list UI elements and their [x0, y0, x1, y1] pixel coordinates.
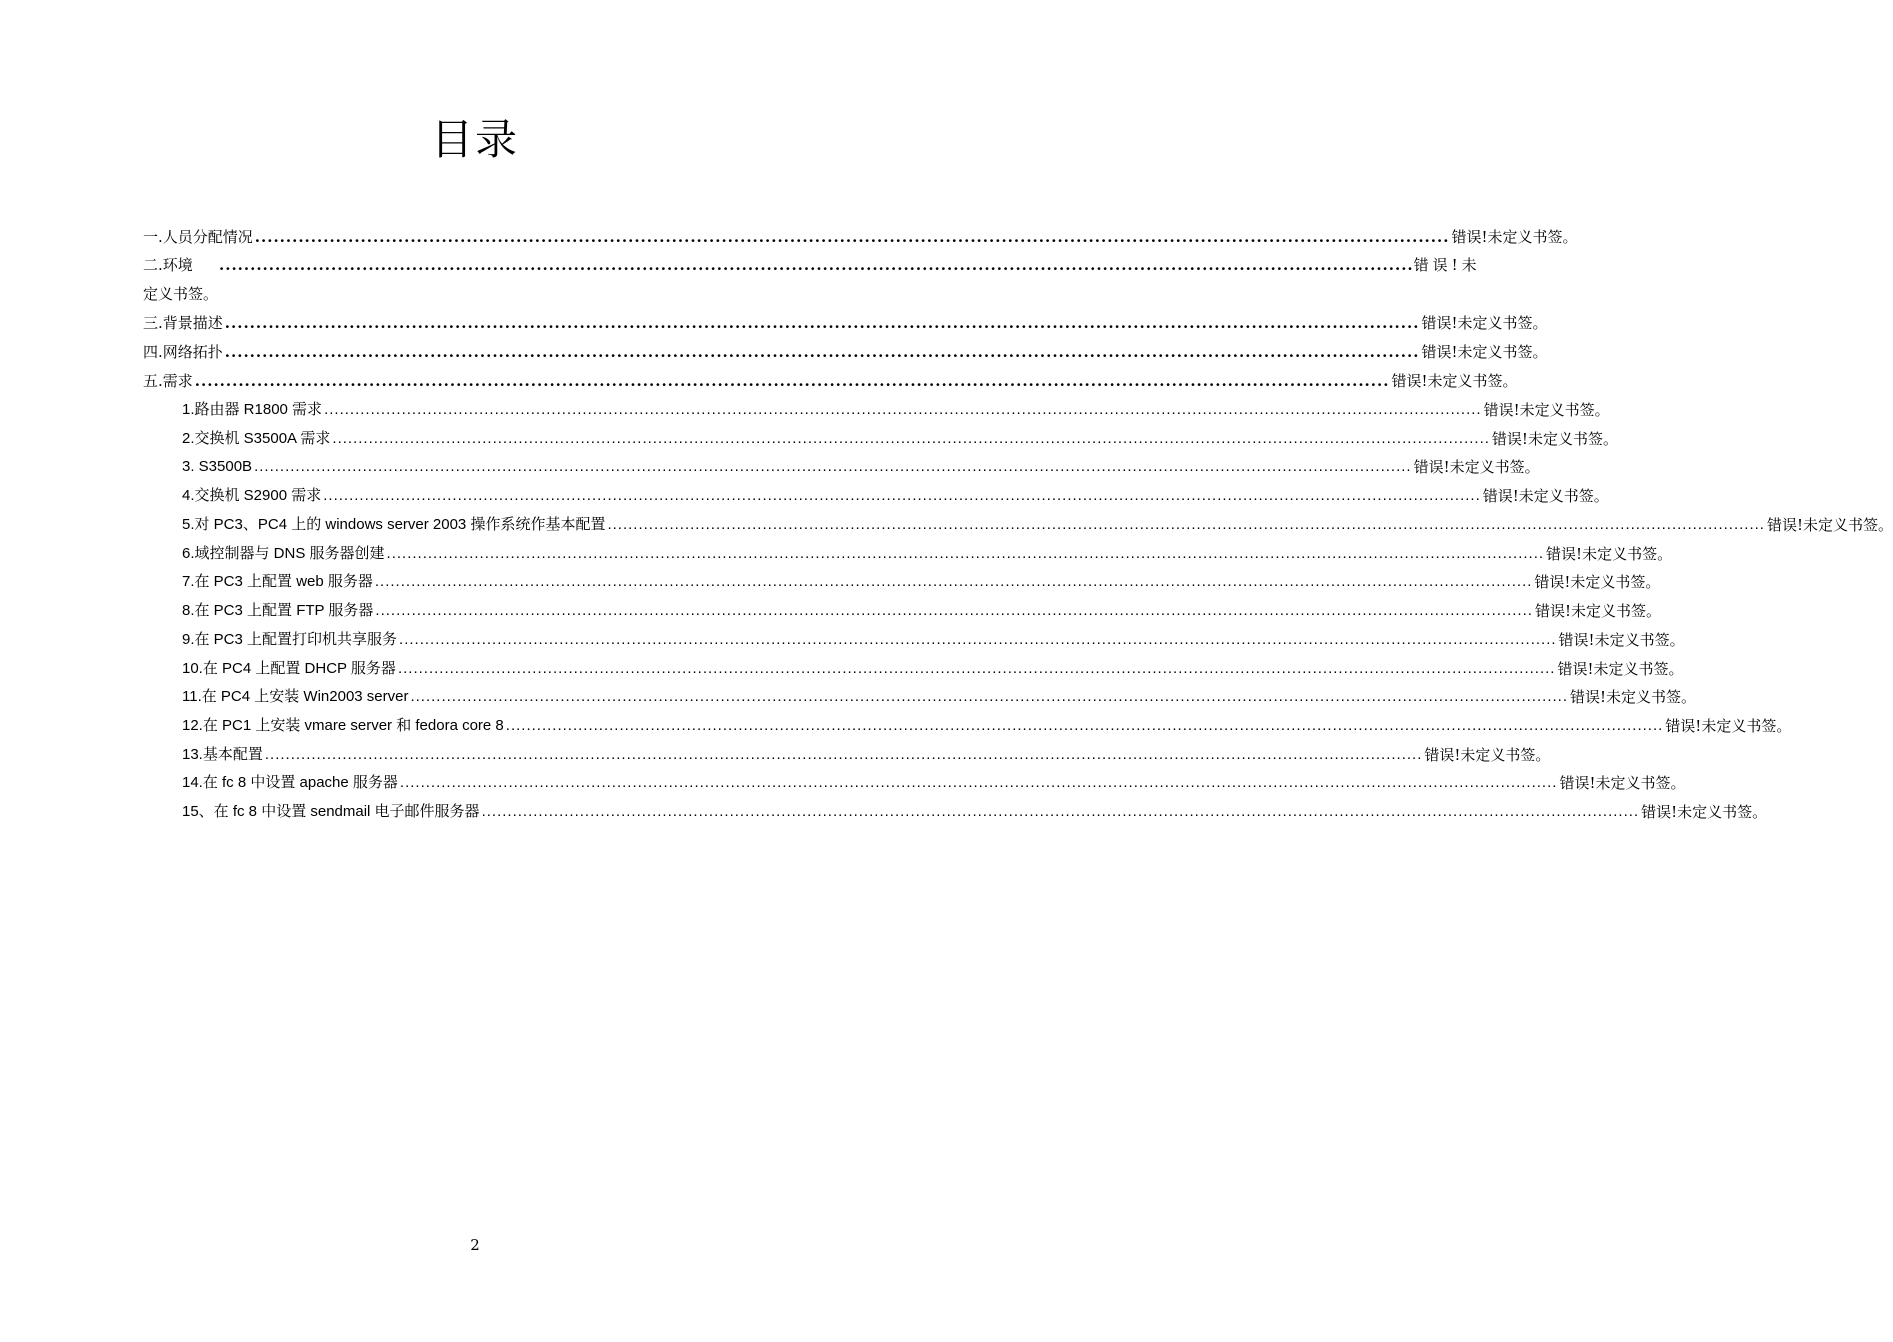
toc-entry-page: 错误!未定义书签。: [1546, 545, 1673, 563]
toc-entry-page: 错误!未定义书签。: [1421, 314, 1548, 332]
toc-entry-label: 三.背景描述: [143, 314, 223, 332]
dot-leader: ................................................................................................................................................................................................................................: [332, 430, 1490, 447]
dot-leader: ................................................................................................................................................................................................................................: [375, 602, 1533, 619]
toc-entry-label: 四.网络拓扑: [143, 343, 223, 361]
toc-entry-label: 12.在 PC1 上安装 vmare server 和 fedora core 8: [182, 717, 504, 734]
toc-entry-page: 错误!未定义书签。: [1451, 228, 1578, 246]
toc-entry-label: 13.基本配置: [182, 746, 263, 763]
dot-leader: ................................................................................................................................................................................................................................: [399, 774, 1558, 791]
toc-subentry[interactable]: [182, 621, 1685, 650]
dot-leader: ................................................................................................................................................................................................: [224, 314, 1420, 332]
toc-entry-2[interactable]: [143, 246, 1481, 275]
toc-subentry[interactable]: [182, 764, 1686, 793]
dot-leader: ................................................................................................................................................................................................: [254, 228, 1450, 246]
toc-entry-label: 8.在 PC3 上配置 FTP 服务器: [182, 602, 374, 619]
toc-entry-5[interactable]: [143, 362, 1518, 391]
toc-subentry[interactable]: [182, 650, 1684, 679]
dot-leader: ................................................................................................................................................................................................................................: [264, 746, 1423, 763]
dot-leader: ................................................................................................................................................................................................................................: [323, 487, 1481, 504]
dot-leader: ................................................................................................................................................................................................: [194, 372, 1390, 390]
toc-entry-label: 11.在 PC4 上安装 Win2003 server: [182, 688, 409, 705]
toc-entry-3[interactable]: [143, 304, 1548, 333]
toc-entry-page: 错误!未定义书签。: [1559, 774, 1686, 792]
toc-entry-label: 7.在 PC3 上配置 web 服务器: [182, 573, 373, 590]
toc-entry-label: 3. S3500B: [182, 458, 253, 475]
dot-leader: ................................................................................................................................................................................................................................: [481, 803, 1640, 820]
toc-entry-4[interactable]: [143, 333, 1548, 362]
toc-entry-label: 一.人员分配情况: [143, 228, 253, 246]
toc-subentry[interactable]: [182, 592, 1661, 621]
toc-entry-page: 错误!未定义书签。: [1491, 430, 1618, 448]
dot-leader: ................................................................................................................................................................................................................................: [386, 545, 1545, 562]
toc-entry-page: 错误!未定义书签。: [1641, 803, 1768, 821]
toc-entry-page: 错误!未定义书签。: [1413, 458, 1540, 476]
toc-entry-page: 错误!未定义书签。: [1424, 746, 1551, 764]
toc-entry-page: 错误!未定义书签。: [1766, 516, 1893, 534]
toc-entry-label: 五.需求: [143, 372, 193, 390]
toc-subentry[interactable]: [182, 420, 1618, 449]
toc-entry-page: 错误!未定义书签。: [1665, 717, 1792, 735]
toc-subentry[interactable]: [182, 563, 1661, 592]
toc-entry-1[interactable]: [143, 218, 1578, 247]
toc-subentry[interactable]: [182, 477, 1609, 506]
dot-leader: ................................................................................................................................................................................................: [224, 343, 1420, 361]
toc-entry-label: 14.在 fc 8 中设置 apache 服务器: [182, 774, 398, 791]
toc-subentry[interactable]: [182, 707, 1792, 736]
toc-subentry[interactable]: [182, 535, 1673, 564]
page-number: 2: [470, 1236, 480, 1254]
dot-leader: ................................................................................................................................................................................................................................: [374, 573, 1533, 590]
toc-entry-label: 15、在 fc 8 中设置 sendmail 电子邮件服务器: [182, 803, 480, 820]
page-title: 目录: [430, 115, 519, 164]
toc-subentry[interactable]: [182, 506, 1893, 535]
dot-leader: ................................................................................................................................................................................................: [219, 256, 1414, 274]
toc-subentry[interactable]: [182, 391, 1610, 420]
toc-entry-label: 9.在 PC3 上配置打印机共享服务: [182, 631, 398, 648]
dot-leader: ................................................................................................................................................................................................................................: [399, 631, 1557, 648]
toc-entry-label: 5.对 PC3、PC4 上的 windows server 2003 操作系统作基本配置: [182, 516, 606, 533]
toc-entry-page: 错误!未: [1413, 256, 1481, 274]
toc-entry-label: 1.路由器 R1800 需求: [182, 401, 323, 418]
toc-entry-label: 4.交换机 S2900 需求: [182, 487, 322, 504]
dot-leader: ................................................................................................................................................................................................................................: [410, 688, 1568, 705]
toc-entry-label: 2.交换机 S3500A 需求: [182, 430, 331, 447]
toc-entry-page: 错误!未定义书签。: [1421, 343, 1548, 361]
toc-entry-page: 错误!未定义书签。: [1483, 401, 1610, 419]
toc-entry-page: 错误!未定义书签。: [1557, 660, 1684, 678]
toc-subentry[interactable]: [182, 793, 1768, 822]
dot-leader: ................................................................................................................................................................................................................................: [505, 717, 1664, 734]
toc-entry-label: 10.在 PC4 上配置 DHCP 服务器: [182, 660, 396, 677]
toc-entry-label: 二.环境: [143, 256, 193, 274]
toc-entry-page: 错误!未定义书签。: [1391, 372, 1518, 390]
toc-entry-page: 错误!未定义书签。: [1482, 487, 1609, 505]
toc-entry-2-continuation: 定义书签。: [143, 285, 219, 303]
dot-leader: ................................................................................................................................................................................................................................: [254, 458, 1412, 475]
toc-subentry[interactable]: [182, 736, 1551, 765]
toc-entry-page: 错误!未定义书签。: [1534, 573, 1661, 591]
toc-entry-label: 6.域控制器与 DNS 服务器创建: [182, 545, 385, 562]
dot-leader: ................................................................................................................................................................................................................................: [324, 401, 1482, 418]
toc-entry-page: 错误!未定义书签。: [1534, 602, 1661, 620]
dot-leader: ................................................................................................................................................................................................................................: [607, 516, 1765, 533]
dot-leader: ................................................................................................................................................................................................................................: [397, 660, 1556, 677]
toc-subentry[interactable]: [182, 448, 1540, 477]
toc-entry-page: 错误!未定义书签。: [1558, 631, 1685, 649]
toc-subentry[interactable]: [182, 678, 1697, 707]
toc-entry-page: 错误!未定义书签。: [1569, 688, 1697, 706]
